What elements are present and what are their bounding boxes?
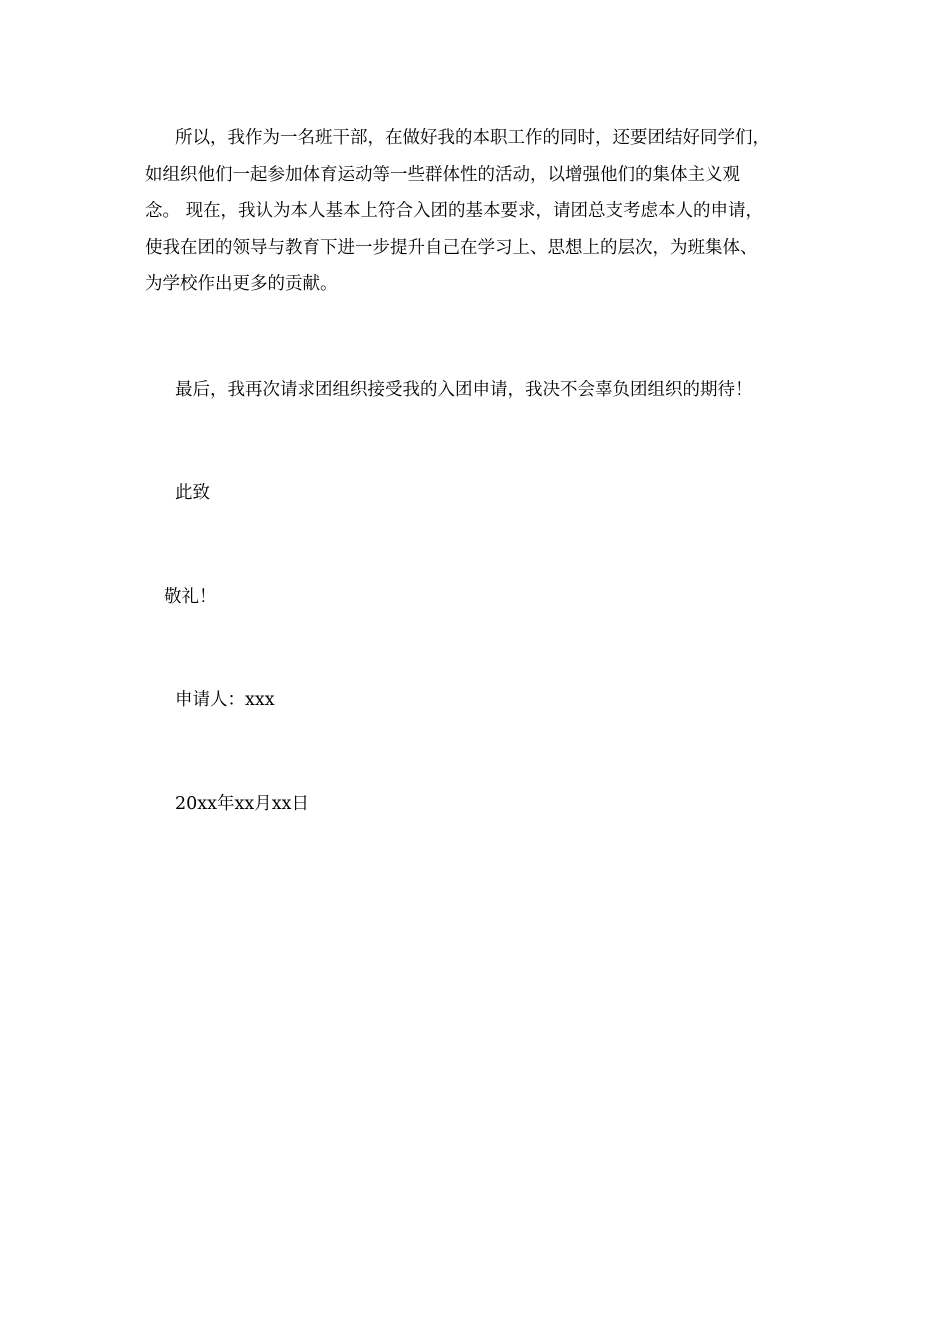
letter-date: 20xx年xx月xx日 [175, 794, 309, 814]
paragraph-line: 为学校作出更多的贡献。 [145, 274, 338, 294]
paragraph-line: 念。 现在，我认为本人基本上符合入团的基本要求，请团总支考虑本人的申请， [145, 201, 764, 221]
paragraph-line: 使我在团的领导与教育下进一步提升自己在学习上、思想上的层次，为班集体、 [145, 237, 758, 258]
paragraph-line: 如组织他们一起参加体育运动等一些群体性的活动，以增强他们的集体主义观 [145, 164, 740, 185]
body-paragraph-2: 最后，我再次请求团组织接受我的入团申请，我决不会辜负团组织的期待！ [175, 380, 753, 400]
applicant-signature: 申请人：xxx [175, 690, 275, 710]
closing-phrase: 此致 [175, 483, 210, 503]
paragraph-line: 所以，我作为一名班干部，在做好我的本职工作的同时，还要团结好同学们， [175, 128, 770, 148]
salute-phrase: 敬礼！ [164, 587, 217, 607]
body-paragraph-1 [145, 120, 825, 303]
